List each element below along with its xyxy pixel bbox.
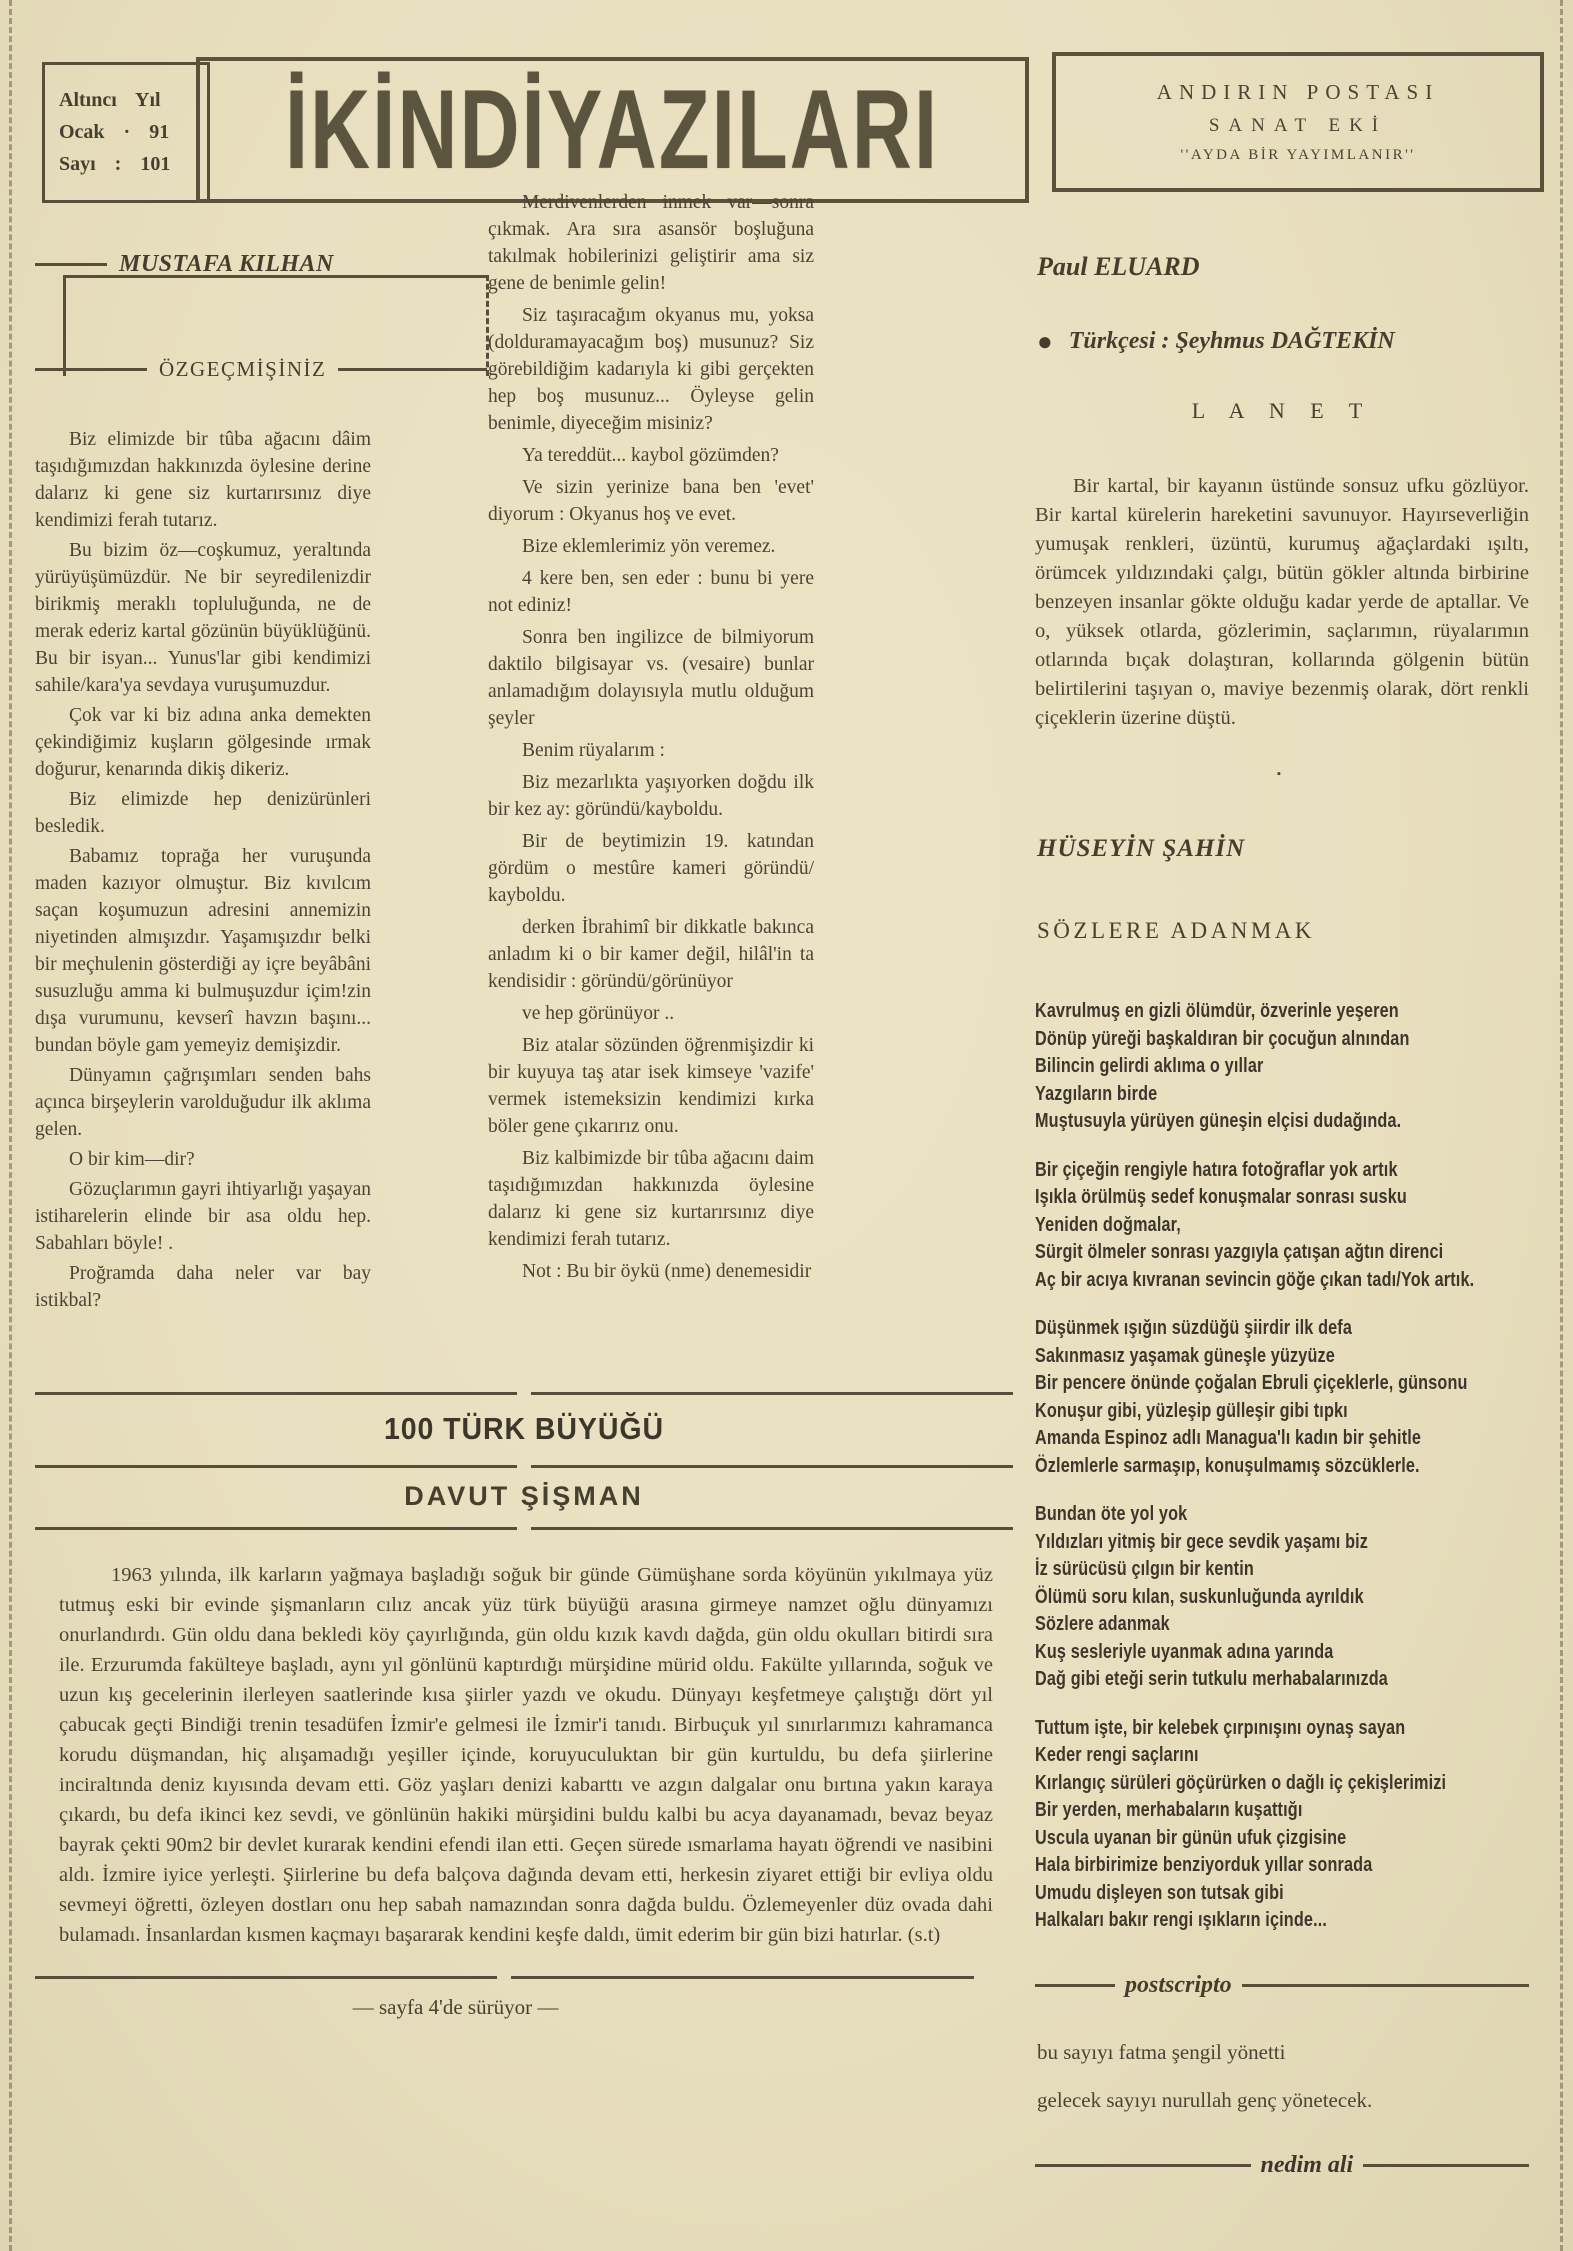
poem-line: Konuşur gibi, yüzleşip gülleşir gibi tıpkı — [1035, 1399, 1348, 1422]
left-page-edge-dashed-line — [9, 0, 12, 2251]
poem-line: Sözlere adanmak — [1035, 1613, 1170, 1635]
poem-stanza — [1035, 1315, 1529, 1480]
poem-line: Kuş sesleriyle uyanmak adına yarında — [1035, 1640, 1334, 1663]
poem-line: Bilincin gelirdi aklıma o yıllar — [1035, 1055, 1264, 1077]
translator-row — [1037, 328, 1395, 355]
poem-line: Yeniden doğmalar, — [1035, 1213, 1181, 1236]
section-rule-top — [35, 1392, 1013, 1395]
paragraph: Siz taşıracağım okyanus mu, yoksa (dolduramayacağım boş) musunuz? Siz görebildiğim kadarıyla ki gibi gerçekten hep boş musunuz... Öyleyse gelin benimle, diyeceğim misiniz? — [488, 305, 814, 434]
paragraph: Ve sizin yerinize bana ben 'evet' diyorum : Okyanus hoş ve evet. — [488, 477, 814, 525]
issue-info-box — [42, 62, 210, 203]
poem-line: Yazgıların birde — [1035, 1082, 1158, 1105]
poem-sozlere-adanmak — [1035, 998, 1529, 1956]
translator-credit: Türkçesi : Şeyhmus DAĞTEKİN — [1068, 328, 1395, 354]
poem-line: Aç bir acıya kıvranan sevincin göğe çıkan tadı/Yok artık. — [1035, 1268, 1475, 1291]
section-rule-mid1 — [35, 1465, 1013, 1468]
postscript-rule-left — [1035, 1984, 1115, 1987]
paragraph: 4 kere ben, sen eder : bunu bi yere not ediniz! — [488, 568, 814, 616]
poem-line: Keder rengi saçlarını — [1035, 1744, 1199, 1766]
poem-line: Işıkla örülmüş sedef konuşmalar sonrası susku — [1035, 1186, 1407, 1208]
poem-line: Kırlangıç sürüleri göçürürken o dağlı iç çekişlerimizi — [1035, 1771, 1447, 1794]
section-title-row — [35, 357, 487, 382]
rule-segment — [35, 1392, 517, 1395]
poem-line: Halkaları bakır rengi ışıkların içinde... — [1035, 1909, 1328, 1931]
poem-line: Dönüp yüreği başkaldıran bir çocuğun alnından — [1035, 1027, 1410, 1050]
paragraph: Not : Bu bir öykü (nme) denemesidir — [522, 1261, 812, 1282]
rule-segment — [511, 1976, 973, 1979]
poet-paul-eluard: Paul ELUARD — [1037, 252, 1200, 281]
paragraph: Dünyamın çağrışımları senden bahs açınca birşeylerin varolduğudur ilk aklıma gelen. — [35, 1065, 371, 1140]
paragraph: Bir de beytimizin 19. katından gördüm o mestûre kameri göründü/ kayboldu. — [488, 831, 814, 906]
left-article-body — [35, 423, 371, 1317]
section-rule-bottom — [35, 1976, 974, 1979]
poem-title-sozlere-adanmak: SÖZLERE ADANMAK — [1037, 918, 1316, 943]
rule-segment — [35, 1527, 517, 1530]
poem-line: Amanda Espinoz adlı Managua'lı kadın bir şehitle — [1035, 1427, 1422, 1449]
editor-credit-next: gelecek sayıyı nurullah genç yönetecek. — [1037, 2088, 1373, 2112]
poem-line: Sakınmasız yaşamak güneşle yüzyüze — [1035, 1344, 1335, 1367]
postscript-row — [1035, 1972, 1529, 1999]
poem-line: Ölümü soru kılan, suskunluğunda ayrıldık — [1035, 1585, 1364, 1608]
paragraph: Babamız toprağa her vuruşunda maden kazıyor olmuştur. Biz kıvılcım saçan koşumuzun adresini annemizin niyetinden almışızdır. Yaşamışızdır belki bir meçhulenin gösterdiği ay içre beyâbâni susuzluğu amma ki bulmuşuzdur içim!zin dışa vurumunu, kevserî havzın başını... bundan böyle gam yemeyiz demişizdir. — [35, 846, 371, 1056]
subject-davut-sisman: DAVUT ŞİŞMAN — [404, 1481, 644, 1511]
issue-info-line: Altıncı Yıl — [59, 89, 161, 111]
signature-row — [1035, 2152, 1529, 2179]
bullet-icon: ● — [1037, 326, 1053, 356]
signature-rule-left — [1035, 2164, 1251, 2167]
poem-line: Bir yerden, merhabaların kuşattığı — [1035, 1799, 1303, 1821]
paragraph: Biz kalbimizde bir tûba ağacını daim taşıdığımızdan hakkınızda öylesine dalarız ki gene siz kurtarırsınız diye kendimizi ferah tutarız. — [488, 1148, 814, 1250]
rule-segment — [531, 1465, 1013, 1468]
paragraph: Biz mezarlıkta yaşıyorken doğdu ilk bir kez ay: göründü/kayboldu. — [488, 772, 814, 820]
poem-stanza — [1035, 1501, 1529, 1694]
rule-segment — [531, 1392, 1013, 1395]
byline-rule — [35, 263, 107, 266]
issue-info-line: Ocak · 91 — [59, 121, 170, 143]
poem-line: Hala birbirimize benziyorduk yıllar sonrada — [1035, 1854, 1373, 1876]
rule-segment — [35, 1465, 517, 1468]
paragraph: Gözuçlarımın gayri ihtiyarlığı yaşayan istiharelerin elinde bir asa oldu hep. Sabahları böyle! . — [35, 1179, 371, 1254]
column-middle — [488, 184, 814, 1290]
rule-segment — [35, 1976, 497, 1979]
paragraph: Benim rüyalarım : — [522, 740, 665, 761]
frequency-label: ''AYDA BİR YAYIMLANIR'' — [1180, 147, 1416, 163]
poem-stanza — [1035, 1157, 1529, 1295]
right-page-edge-dashed-line — [1560, 0, 1563, 2251]
paragraph: Bu bizim öz—coşkumuz, yeraltında yürüyüşümüzdür. Ne bir seyredilenizdir birikmiş meraklı topluluğunda, ne de merak ederiz kartal gözünün büyüklüğünü. Bu bir isyan... Yunus'lar gibi kendimizi sahile/kara'ya sevdaya vuruşumuzdur. — [35, 540, 371, 696]
poem-stanza — [1035, 998, 1529, 1136]
poem-line: Bundan öte yol yok — [1035, 1503, 1188, 1525]
poem-line: Özlemlerle sarmaşıp, konuşulmamış sözcüklerle. — [1035, 1454, 1420, 1477]
editor-credit-current: bu sayıyı fatma şengil yönetti — [1037, 2040, 1286, 2064]
poem-line: Sürgit ölmeler sonrası yazgıyla çatışan ağtın direnci — [1035, 1241, 1444, 1263]
poem-line: Uscula uyanan bir günün ufuk çizgisine — [1035, 1826, 1347, 1849]
bottom-section — [35, 1392, 1013, 2020]
masthead-logo-box — [196, 57, 1029, 203]
paragraph: Biz elimizde hep denizürünleri besledik. — [35, 789, 371, 837]
paragraph: Bir kartal, bir kayanın üstünde sonsuz ufku gözlüyor. Bir kartal kürelerin hareketini savunuyor. Hayırseverliğin yumuşak renkleri, üzüntü, kurumuş ağaçlardaki ışıltı, örümcek yıldızındaki çalgı, bütün gökler altında birbirine benzeyen insanlar gökte olduğu kadar yerde de aptallar. Ve o, yüksek otlarda, gözlerimin, saçlarımın, rüyalarımın otlarında bıçak dolaştıran, kollarında gölgenin bütün belirtilerini taşıyan o, maviye bezenmiş olarak, dört renkli çiçeklerin üzerine düştü. — [1035, 475, 1529, 729]
poem-line: Düşünmek ışığın süzdüğü şiirdir ilk defa — [1035, 1317, 1353, 1339]
poem-line: Yıldızları yitmiş bir gece sevdik yaşamı biz — [1035, 1530, 1369, 1553]
paragraph: Proğramda daha neler var bay istikbal? — [35, 1263, 371, 1311]
paragraph: ve hep görünüyor .. — [522, 1003, 675, 1024]
publisher-name: ANDIRIN POSTASI — [1156, 80, 1440, 104]
paragraph: Biz atalar sözünden öğrenmişizdir ki bir kuyuya taş atar isek kimseye 'vazife' vermek istemeksizin kendimizi kırka böler gene çıkarırız onu. — [488, 1035, 814, 1137]
poem-line: Bir çiçeğin rengiyle hatıra fotoğraflar yok artık — [1035, 1158, 1398, 1181]
paragraph: Ya tereddüt... kaybol gözümden? — [522, 445, 779, 466]
poem-line: Tuttum işte, bir kelebek çırpınışını oynaş sayan — [1035, 1716, 1406, 1739]
continuation-note: — sayfa 4'de sürüyor — — [352, 1995, 559, 2019]
byline-row — [35, 251, 334, 278]
author-mustafa-kilhan: MUSTAFA KILHAN — [119, 251, 334, 277]
paragraph: Merdivenlerden inmek var—sonra çıkmak. Ara sıra asansör boşluğuna takılmak hobilerinizi geliştirir ama siz gene de benimle gelin! — [488, 192, 814, 294]
signature-nedim-ali: nedim ali — [1260, 2152, 1354, 2178]
poem-line: Muştusuyla yürüyen güneşin elçisi dudağında. — [1035, 1110, 1402, 1132]
paragraph: O bir kim—dir? — [69, 1149, 195, 1170]
title-rule-left — [35, 368, 147, 371]
issue-info-line: Sayı : 101 — [59, 153, 171, 175]
poem-line: Umudu dişleyen son tutsak gibi — [1035, 1881, 1284, 1904]
section-title-100-turk-buyugu: 100 TÜRK BÜYÜĞÜ — [383, 1411, 665, 1446]
paragraph: Biz elimizde bir tûba ağacını dâim taşıdığımızdan hakkınızda öylesine derine dalarız ki gene siz kurtarırsınız diye kendimizi ferah tutarız. — [35, 429, 371, 531]
paragraph: derken İbrahimî bir dikkatle bakınca anladım ki o bir kamer değil, hilâl'in ta kendisidir : göründü/görünüyor — [488, 917, 814, 992]
postscript-rule-right — [1242, 1984, 1529, 1987]
publisher-box — [1052, 52, 1544, 192]
poem-line: Dağ gibi eteği serin tutkulu merhabalarınızda — [1035, 1668, 1388, 1690]
paragraph: Çok var ki biz adına anka demekten çekindiğimiz kuşların gölgesinde ırmak doğurur, kenarında dikiş dikeriz. — [35, 705, 371, 780]
postscript-label: postscripto — [1125, 1972, 1232, 1998]
eluard-poem-body — [1035, 472, 1529, 733]
signature-rule-right — [1363, 2164, 1529, 2167]
paragraph: Bize eklemlerimiz yön veremez. — [522, 536, 776, 557]
poem-line: İz sürücüsü çılgın bir kentin — [1035, 1558, 1254, 1580]
rule-segment — [531, 1527, 1013, 1530]
section-title-ozgecmisiniz: ÖZGEÇMİŞİNİZ — [159, 357, 327, 381]
supplement-label: SANAT EKİ — [1208, 115, 1388, 136]
column-right — [1035, 250, 1529, 2240]
magazine-logo: İKİNDİYAZILARI — [285, 67, 940, 192]
biography-body: 1963 yılında, ilk karların yağmaya başladığı soğuk bir günde Gümüşhane sorda köyünün yıkılmaya yüz tutmuş eski bir evinde şişmanların cılız ancak yüz türk büyüğü arasına girmeye namzet oğlu dünyamızı onurlandırdı. Gün oldu dana bekledi köy çayırlığında, gün oldu kızık kavdı dağda, gün oldu okulları bitirdi sıra ile. Erzurumda fakülteye başladı, aynı yıl gönlünü kaptırdığı mürşidine mürid oldu. Fakülte yıllarında, soğuk ve uzun kış gecelerinin ilerleyen saatlerinde kısa şiirler yazdı ve okudu. Dünyayı keşfetmeye çalıştığı dört yıl çabucak geçti Bindiği trenin tesadüfen İzmir'e gelmesi ile İzmir'i tanıdı. Birbuçuk yıl sınırlarımızı kahramanca korudu düşmandan, hiç alışamadığı yeşiller içinde, koruyuculuktan bir gün kurtuldu, bu defa şiirlerine inciraltında deniz kıyısında devam etti. Göz yaşları denizi kabarttı ve azgın dalgalar onu bırtına yakın karaya çıkardı, bu defa ikinci kez sevdi, ve gönlünün hakiki mürşidini buldu kalbi bu acya dayanamadı, bevaz beyaz bayrak çekti 90m2 bir devlet kurarak kendini efendi ilan etti. Geçen sürede ısmarlama hayatı öğrendi ve nasibini aldı. İzmire iyice yerleşti. Şiirlerine bu defa balçova dağında devam etti, herkesin ziyaret ettiği bir evliya oldu sevmeyi öğretti, özleyen dostları onu hep sabah namazından sonra dağda buldu. Özlemeyenler düz ovada dahi bulamadı. İnsanlardan kısmen kaçmayı başararak kendini keşfe daldı, ümit ederim bir gün bizi hatırlar. (s.t) — [59, 1564, 993, 1946]
separator-dot-icon: ▪ — [1277, 768, 1281, 780]
section-rule-mid2 — [35, 1527, 1013, 1530]
poem-line: Kavrulmuş en gizli ölümdür, özverinle yeşeren — [1035, 1000, 1399, 1022]
author-huseyin-sahin: HÜSEYİN ŞAHİN — [1037, 835, 1246, 862]
poem-line: Bir pencere önünde çoğalan Ebruli çiçeklerle, günsonu — [1035, 1372, 1468, 1394]
paragraph: Sonra ben ingilizce de bilmiyorum daktilo bilgisayar vs. (vesaire) bunlar anlamadığım dolayısıyla mutlu olduğum şeyler — [488, 627, 814, 729]
title-rule-right — [338, 368, 487, 371]
poem-title-lanet: L A N E T — [1191, 398, 1373, 423]
poem-stanza — [1035, 1715, 1529, 1935]
